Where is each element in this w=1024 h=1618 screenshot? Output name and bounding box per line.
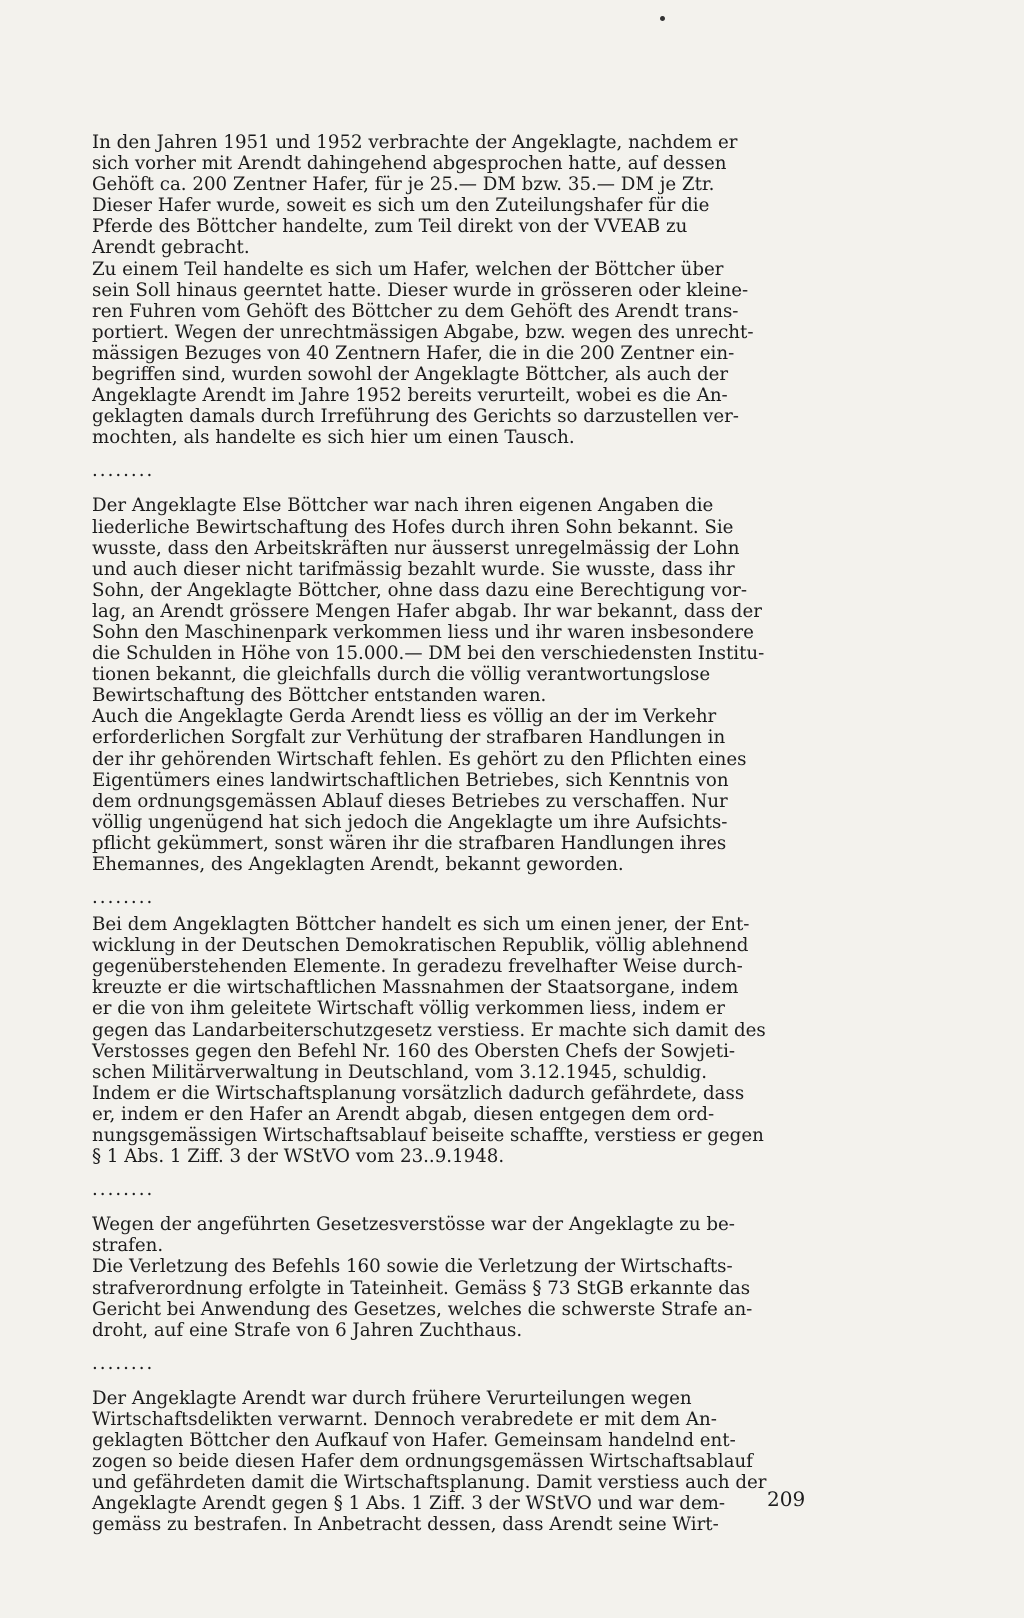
ellipsis-separator-3: ........ [92, 1179, 155, 1201]
paragraph-4: Auch die Angeklagte Gerda Arendt liess es völlig an der im Verkehr erforderlichen Sorgfalt zur Verhütung der strafbaren Handlungen in der ihr gehörenden Wirtschaft fehlen. Es gehört zu den Pflichten eines Eigentümers eines landwirtschaftlichen Betriebes, sich Kenntnis von dem ordnungsgemässen Ablauf dieses Betriebes zu verschaffen. Nur völlig ungenügend hat sich jedoch die Angeklagte um ihre Aufsichts- pflicht gekümmert, sonst wären ihr die strafbaren Handlungen ihres Ehemannes, des Angeklagten Arendt, bekannt geworden. [92, 706, 747, 875]
ellipsis-separator-2: ........ [92, 887, 155, 909]
paragraph-6: Indem er die Wirtschaftsplanung vorsätzlich dadurch gefährdete, dass er, indem er den Hafer an Arendt abgab, diesen entgegen dem ord- nungsgemässigen Wirtschaftsablauf beiseite schaffte, verstiess er gegen § 1 Abs. 1 Ziff. 3 der WStVO vom 23..9.1948. [92, 1082, 764, 1168]
ink-dot [660, 16, 665, 21]
ellipsis-separator-4: ........ [92, 1352, 155, 1374]
page-number: 209 [767, 1487, 806, 1511]
paragraph-9: Der Angeklagte Arendt war durch frühere Verurteilungen wegen Wirtschaftsdelikten verwarnt. Dennoch verabredete er mit dem An- geklagten Böttcher den Aufkauf von Hafer. Gemeinsam handelnd ent- zogen so beide diesen Hafer dem ordnungsgemässen Wirtschaftsablauf und gefährdeten damit die Wirtschaftsplanung. Damit verstiess auch der Angeklagte Arendt gegen § 1 Abs. 1 Ziff. 3 der WStVO und war dem- gemäss zu bestrafen. In Anbetracht dessen, dass Arendt seine Wirt- [92, 1387, 767, 1536]
paragraph-3: Der Angeklagte Else Böttcher war nach ihren eigenen Angaben die liederliche Bewirtschaftung des Hofes durch ihren Sohn bekannt. Sie wusste, dass den Arbeitskräften nur äusserst unregelmässig der Lohn und auch dieser nicht tarifmässig bezahlt wurde. Sie wusste, dass ihr Sohn, der Angeklagte Böttcher, ohne dass dazu eine Berechtigung vor- lag, an Arendt grössere Mengen Hafer abgab. Ihr war bekannt, dass der Sohn den Maschinenpark verkommen liess und ihr waren insbesondere die Schulden in Höhe von 15.000.— DM bei den verschiedensten Institu- tionen bekannt, die gleichfalls durch die völlig verantwortungslose Bewirtschaftung des Böttcher entstanden waren. [92, 495, 765, 707]
paragraph-2: Zu einem Teil handelte es sich um Hafer, welchen der Böttcher über sein Soll hinaus geerntet hatte. Dieser wurde in grösseren oder kleine- ren Fuhren vom Gehöft des Böttcher zu dem Gehöft des Arendt trans- portiert. Wegen der unrechtmässigen Abgabe, bzw. wegen des unrecht- mässigen Bezuges von 40 Zentnern Hafer, die in die 200 Zentner ein- begriffen sind, wurden sowohl der Angeklagte Böttcher, als auch der Angeklagte Arendt im Jahre 1952 bereits verurteilt, wobei es die An- geklagten damals durch Irreführung des Gerichts so darzustellen ver- mochten, als handelte es sich hier um einen Tausch. [92, 258, 754, 449]
paragraph-5: Bei dem Angeklagten Böttcher handelt es sich um einen jener, der Ent- wicklung in der Deutschen Demokratischen Republik, völlig ablehnend gegenüberstehenden Elemente. In geradezu frevelhafter Weise durch- kreuzte er die wirtschaftlichen Massnahmen der Staatsorgane, indem er die von ihm geleitete Wirtschaft völlig verkommen liess, indem er gegen das Landarbeiterschutzgesetz verstiess. Er machte sich damit des Verstosses gegen den Befehl Nr. 160 des Obersten Chefs der Sowjeti- schen Militärverwaltung in Deutschland, vom 3.12.1945, schuldig. [92, 914, 766, 1083]
paragraph-7: Wegen der angeführten Gesetzesverstösse war der Angeklagte zu be- strafen. [92, 1214, 735, 1257]
body-text [92, 132, 832, 1535]
ellipsis-separator-1: ........ [92, 460, 155, 482]
paragraph-8: Die Verletzung des Befehls 160 sowie die Verletzung der Wirtschafts- strafverordnung erfolgte in Tateinheit. Gemäss § 73 StGB erkannte das Gericht bei Anwendung des Gesetzes, welches die schwerste Strafe an- droht, auf eine Strafe von 6 Jahren Zuchthaus. [92, 1256, 753, 1341]
paragraph-1: In den Jahren 1951 und 1952 verbrachte der Angeklagte, nachdem er sich vorher mit Arendt dahingehend abgesprochen hatte, auf dessen Gehöft ca. 200 Zentner Hafer, für je 25.— DM bzw. 35.— DM je Ztr. Dieser Hafer wurde, soweit es sich um den Zuteilungshafer für die Pferde des Böttcher handelte, zum Teil direkt von der VVEAB zu Arendt gebracht. [92, 132, 738, 259]
